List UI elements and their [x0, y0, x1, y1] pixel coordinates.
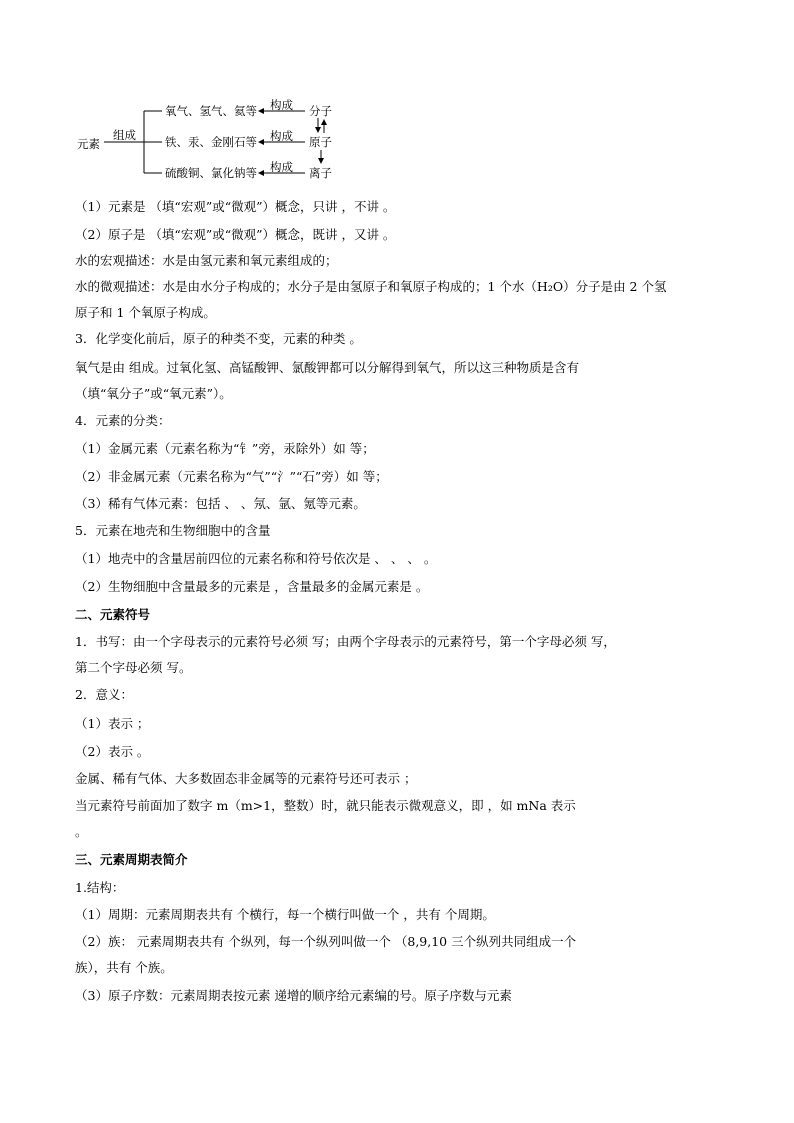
section-heading: 三、元素周期表简介 — [75, 852, 188, 867]
diagram-relation: 构成 — [270, 98, 293, 112]
text-line: （2）原子是 （填“宏观”或“微观”）概念，既讲 ，又讲 。 — [75, 227, 396, 242]
text-line: （1）地壳中的含量居前四位的元素名称和符号依次是 、 、 、 。 — [75, 551, 437, 566]
text-line: 当元素符号前面加了数字 m（m>1，整数）时，就只能表示微观意义，即 ，如 mNa 表示 — [75, 798, 576, 813]
diagram-relation: 构成 — [270, 129, 293, 143]
diagram-substances: 氧气、氢气、氦等 — [165, 104, 257, 118]
text-line: （1）表示 ； — [75, 716, 150, 731]
diagram-substances: 硫酸铜、氯化钠等 — [165, 166, 257, 180]
diagram-particle: 离子 — [309, 166, 332, 180]
text-line: 3．化学变化前后，原子的种类不变，元素的种类 。 — [75, 331, 362, 346]
text-line: 第二个字母必须 写。 — [75, 660, 192, 675]
text-line: 水的微观描述：水是由水分子构成的；水分子是由氢原子和氧原子构成的；1 个水（H₂O）分子是由 2 个氢 — [75, 279, 667, 294]
text-line: （3）原子序数：元素周期表按元素 递增的顺序给元素编的号。原子序数与元素 — [75, 988, 512, 1003]
diagram-connectors — [0, 0, 794, 200]
text-line: （2）生物细胞中含量最多的元素是 ，含量最多的金属元素是 。 — [75, 579, 429, 594]
text-line: 2．意义： — [75, 687, 133, 702]
text-line: 水的宏观描述：水是由氢元素和氧元素组成的； — [75, 253, 338, 268]
text-line: 氧气是由 组成。过氧化氢、高锰酸钾、氯酸钾都可以分解得到氧气，所以这三种物质是含有 — [75, 360, 579, 375]
text-line: 。 — [75, 824, 88, 839]
diagram-substances: 铁、汞、金刚石等 — [165, 135, 257, 149]
text-line: 1．书写：由一个字母表示的元素符号必须 写；由两个字母表示的元素符号，第一个字母必须 写， — [75, 634, 616, 649]
text-line: （3）稀有气体元素：包括 、 、氖、氩、氪等元素。 — [75, 496, 366, 511]
text-line: （2）表示 。 — [75, 744, 150, 759]
text-line: 金属、稀有气体、大多数固态非金属等的元素符号还可表示 ； — [75, 771, 417, 786]
diagram-relation: 构成 — [270, 160, 293, 174]
text-line: 1.结构： — [75, 880, 125, 895]
text-line: 原子和 1 个氧原子构成。 — [75, 305, 216, 320]
section-heading: 二、元素符号 — [75, 607, 151, 622]
text-line: 族），共有 个族。 — [75, 960, 173, 975]
text-line: 5．元素在地壳和生物细胞中的含量 — [75, 523, 271, 538]
diagram-particle: 分子 — [309, 104, 332, 118]
diagram-particle: 原子 — [309, 135, 332, 149]
text-line: （2）族： 元素周期表共有 个纵列，每一个纵列叫做一个 （8,9,10 三个纵列共同组成一个 — [75, 934, 577, 949]
text-line: （1）金属元素（元素名称为“钅”旁，汞除外）如 等； — [75, 441, 375, 456]
diagram-root: 元素 — [77, 137, 100, 151]
text-line: （1）周期：元素周期表共有 个横行，每一个横行叫做一个 ，共有 个周期。 — [75, 907, 495, 922]
text-line: （填“氧分子”或“氧元素”）。 — [75, 386, 232, 401]
text-line: （1）元素是 （填“宏观”或“微观”）概念，只讲 ，不讲 。 — [75, 199, 396, 214]
text-line: 4．元素的分类： — [75, 413, 171, 428]
text-line: （2）非金属元素（元素名称为“气”“氵”“石”旁）如 等； — [75, 469, 388, 484]
diagram-edge-label: 组成 — [113, 128, 136, 142]
